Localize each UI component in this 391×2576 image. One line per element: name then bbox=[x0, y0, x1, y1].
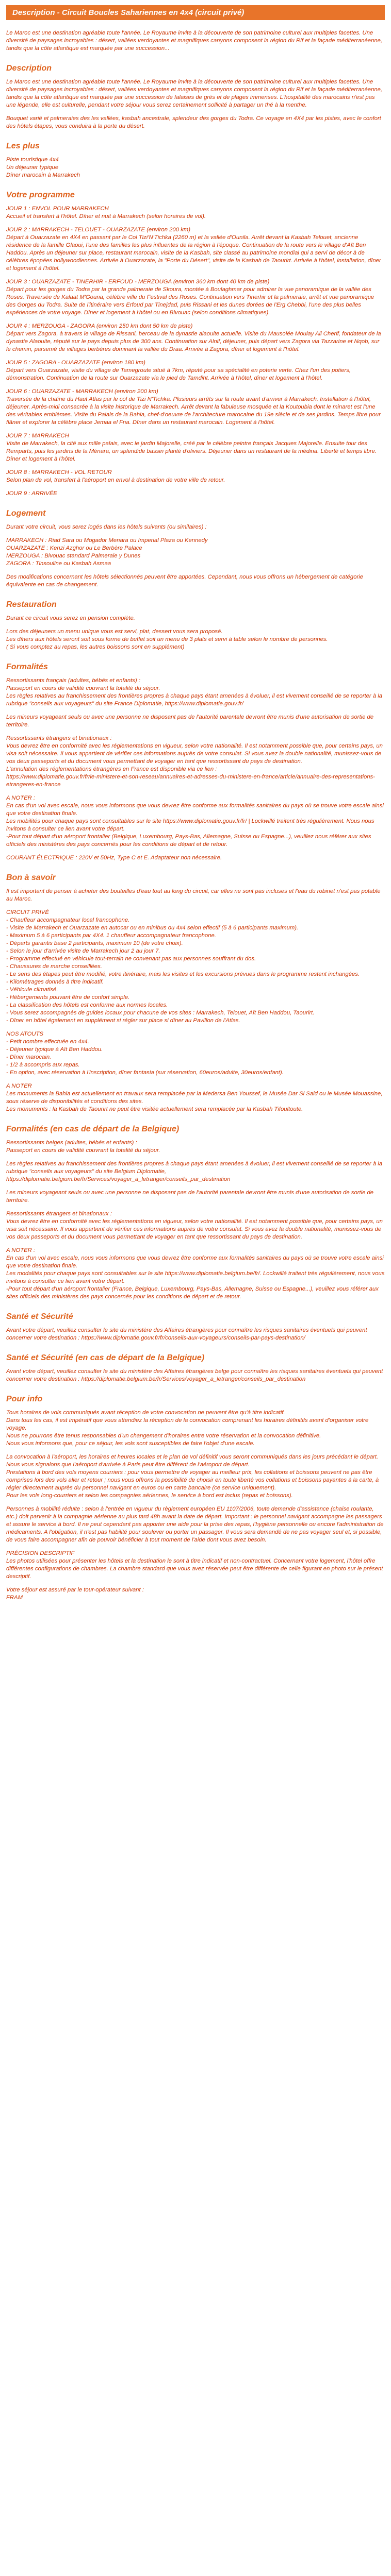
section bbox=[6, 1353, 385, 1383]
section-heading: Bon à savoir bbox=[6, 873, 56, 882]
section bbox=[6, 29, 385, 53]
paragraph: JOUR 6 : OUARZAZATE - MARRAKECH (environ 200 km) Traversée de la chaîne du Haut Atlas par le col de Tizi N'Tichka. Plusieurs arrêts sur la route avant d'arriver à Marrakech. Installation à l'hôtel, déjeuner. Après-midi consacrée à la visite historique de Marrakech. Arrêt devant la fabuleuse mosquée et la Koutoubia dont le minaret est l'une des véritables emblèmes. Visite du Palais de la Bahia, chef-d'oeuvre de l'architecture marocaine du 19e siècle et de ses jardins. Temps libre pour flâner et explorer la célèbre place Jemaa el Fna. Dîner dans un restaurant marocain. Logement à l'hôtel. bbox=[6, 388, 381, 426]
paragraph: NOS ATOUTS - Petit nombre effectuée en 4x4. - Déjeuner typique à Aït Ben Haddou. - Dîner marocain. - 1/2 à accompris aux repas. - En option, avec réservation à l'inscription, dîner fantasia (sur réservation, 60euros/adulte, 30euros/enfant). bbox=[6, 1031, 284, 1076]
section-heading: Pour info bbox=[6, 1395, 43, 1403]
paragraph: Les mineurs voyageant seuls ou avec une personne ne disposant pas de l'autorité parentale devront être munis d'une autorisation de sortie de territoire. bbox=[6, 1190, 374, 1204]
paragraph: Personnes à mobilité réduite : selon à l'entrée en vigueur du règlement européen EU 1107/2006, toute demande d'assistance (chaise roulante, etc.) doit parvenir à la compagnie aérienne au plus tard 48h avant la date de départ. Important : le personnel navigant accompagne les passagers et assure le service à bord. Il ne peut cependant pas apporter une aide pour la prise des repas, l'hygiène personnelle ou encore l'administration de médicaments. A l'obligation, il n'est pas habilité pour soulever ou porter un passager. Il vous sera demandé de ne pas voyager seul et, si possible, de vous faire accompagner afin de pouvoir bénéficier à tout moment de l'aide dont vous avez besoin. bbox=[6, 1506, 384, 1543]
section bbox=[6, 600, 385, 651]
paragraph: A NOTER : En cas d'un vol avec escale, nous vous informons que vous devrez être conforme aux formalités sanitaires du pays où se trouve votre escale ainsi que votre destination finale. Les mobilités pour chaque pays sont consultables sur le site https://www.diplomatie.gouv.fr/fr/ | Lockwillé traitent très régulièrement. Nous nous invitons à consulter ce lien avant votre départ. -Pour tout départ d'un aéroport frontalier (Belgique, Luxembourg, Pays-Bas, Allemagne, Suisse ou Espagne...), veuillez nous référer aux sites officiels des ministères des pays concernés pour les conditions de départ et de retour. bbox=[6, 795, 384, 848]
paragraph: CIRCUIT PRIVÉ - Chauffeur accompagnateur local francophone. - Visite de Marrakech et Ouarzazate en autocar ou en minibus ou 4x4 selon effectif (5 à 6 participants maximum). - Maximum 5 à 6 participants par 4X4. 1 chauffeur accompagnateur francophone. - Départs garantis base 2 participants, maximum 10 (de votre choix). - Selon le jour d'arrivée visite de Marrakech jour 2 au jour 7. - Programme effectué en véhicule tout-terrain ne convenant pas aux personnes souffrant du dos. - Chaussures de marche conseillées. - Le sens des étapes peut être modifié, votre itinéraire, mais les visites et les excursions prévues dans le programme restent inchangées. - Kilométrages donnés à titre indicatif. - Véhicule climatisé. - Hébergements pouvant être de confort simple. - La classification des hôtels est conforme aux normes locales. - Vous serez accompagnés de guides locaux pour chacune de vos sites : Marrakech, Telouet, Aït Ben Haddou, Taourirt. - Dîner en hôtel également en supplément si régler sur place si dîner au Pavillon de l'Atlas. bbox=[6, 909, 360, 1024]
paragraph: La convocation à l'aéroport, les horaires et heures locales et le plan de vol définitif vous seront communiqués dans les jours précédant le départ. Nous vous signalons que l'aéroport d'arrivée à Paris peut être différent de l'aéroport de départ. Prestations à bord des vols moyens courriers : pour vous permettre de voyager au meilleur prix, les collations et boissons peuvent ne pas être comprises lors des vols aller et retour ; nous vous offrons la possibilité de choisir en toute liberté vos collations et boissons payantes à la carte, à régler directement auprès du personnel navigant en euros ou en carte bancaire (ce service uniquement). Pour les vols long-courriers et selon les compagnies aériennes, le service à bord est inclus (repas et boissons). bbox=[6, 1454, 379, 1499]
paragraph: Durant ce circuit vous serez en pension complète. bbox=[6, 615, 135, 621]
section-heading: Description bbox=[6, 64, 52, 73]
paragraph: Bouquet varié et palmeraies des les vallées, kasbah ancestrale, splendeur des gorges du Todra. Ce voyage en 4X4 par les pistes, avec le confort des hôtels étapes, vous conduira à la porte du désert. bbox=[6, 115, 381, 129]
paragraph: Ressortissants belges (adultes, bébés et enfants) : Passeport en cours de validité couvrant la totalité du séjour. bbox=[6, 1140, 160, 1154]
paragraph: Piste touristique 4x4 Un déjeuner typique Dîner marocain à Marrakech bbox=[6, 157, 80, 178]
section bbox=[6, 1395, 385, 1602]
section-heading: Formalités (en cas de départ de la Belgique) bbox=[6, 1125, 180, 1133]
paragraph: Avant votre départ, veuillez consulter le site du ministère des Affaires étrangères belge pour connaître les risques sanitaires éventuels qui peuvent concerner votre destination : https://diplomatie.belgium.be/fr/Services/voyager_a_letranger/conseils_par_destination bbox=[6, 1368, 383, 1382]
section-heading: Formalités bbox=[6, 663, 48, 671]
section-heading: Santé et Sécurité bbox=[6, 1312, 73, 1321]
paragraph: Avant votre départ, veuillez consulter le site du ministère des Affaires étrangères pour connaître les risques sanitaires éventuels qui peuvent concerner votre destination : https://www.diplomatie.gouv.fr/fr/conseils-aux-voyageurs/conseils-par-pays-destination/ bbox=[6, 1327, 367, 1341]
paragraph: JOUR 5 : ZAGORA - OUARZAZATE (environ 180 km) Départ vers Ouarzazate, visite du village de Tamegroute situé à 7km, réputé pour sa spécialité en poterie verte. Chez l'un des potiers, démonstration. Continuation de la route sur Ouarzazate via le pied de Tamdiht. Arrivée à l'hôtel, dîner et logement à l'hôtel. bbox=[6, 360, 351, 381]
paragraph: JOUR 9 : ARRIVÉE bbox=[6, 490, 57, 497]
paragraph: JOUR 2 : MARRAKECH - TELOUET - OUARZAZATE (environ 200 km) Départ à Ouarzazate en 4X4 en passant par le Col Tizi'N'Tichka (2260 m) et la vallée d'Ounila. Arrêt devant la Kasbah Telouet, ancienne résidence de la famille Glaoui, l'une des familles les plus influentes de la région à l'époque. Continuation de la route vers le village d'Aït Ben Haddou. Après un déjeuner sur place, restaurant marocain, visite de la Kasbah, site classé au patrimoine mondial qui a servi de décor à de célèbres épopées hollywoodiennes. Arrivée à Ouarzazate, la "Porte du Désert", visite de la Kasbah de Taourirt. Arrivée à l'hôtel, installation, dîner et logement à l'hôtel. bbox=[6, 227, 381, 272]
paragraph: Ressortissants étrangers et binationaux : Vous devrez être en conformité avec les réglementations en vigueur, selon votre nationalité. Il est notamment possible que, pour certains pays, un visa soit nécessaire. Il vous appartient de vérifier ces informations auprès de votre consulat. Si vous avez la double nationalité, munissez-vous de vos deux passeports et du document vous permettant de voyager en tant que ressortissant du pays de destination. bbox=[6, 1211, 383, 1240]
paragraph: JOUR 7 : MARRAKECH Visite de Marrakech, la cité aux mille palais, avec le jardin Majorelle, créé par le célèbre peintre français Jacques Majorelle. Ensuite tour des Remparts, puis les jardins de la Ménara, un splendide bassin planté d'oliviers. Déjeuner dans un restaurant de la médina. Liberté et temps libre. Dîner et logement à l'hôtel. bbox=[6, 433, 377, 462]
section bbox=[6, 509, 385, 589]
paragraph: Lors des déjeuners un menu unique vous est servi, plat, dessert vous sera proposé. Les dîners aux hôtels seront soit sous forme de buffet soit un menu de 3 plats et servi à table selon le nombre de personnes. ( Si vous comptez au repas, les autres boissons sont en supplément) bbox=[6, 629, 328, 650]
paragraph: Les mineurs voyageant seuls ou avec une personne ne disposant pas de l'autorité parentale devront être munis d'une autorisation de sortie de territoire. bbox=[6, 714, 374, 728]
paragraph: PRÉCISION DESCRIPTIF Les photos utilisées pour présenter les hôtels et la destination le sont à titre indicatif et non-contractuel. Concernant votre logement, l'hôtel offre différentes configurations de chambres. La chambre standard que vous avez réservée peut être différente de celle figurant en photo sur le présent descriptif. bbox=[6, 1550, 383, 1580]
section-heading: Restauration bbox=[6, 600, 57, 609]
paragraph: Ressortissants étrangers et binationaux : Vous devrez être en conformité avec les réglementations en vigueur, selon votre nationalité. Il est notamment possible que, pour certains pays, un visa soit nécessaire. Il vous appartient de vérifier ces informations auprès de votre consulat. Si vous avez la double nationalité, munissez-vous de vos deux passeports et du document vous permettant de voyager en tant que ressortissant du pays de destination. L'annulation des réglementations étrangères en France est disponible via ce lien : https://www.diplomatie.gouv.fr/fr/le-ministere-et-son-reseau/annuaires-et-adresses-du-ministere-en-france/article/annuaire-des-representations-etrangeres-en-france bbox=[6, 735, 383, 788]
paragraph: Ressortissants français (adultes, bébés et enfants) : Passeport en cours de validité couvrant la totalité du séjour. Les règles relatives au franchissement des frontières propres à chaque pays étant amenées à évoluer, il est vivement conseillé de se reporter à la rubrique "conseils aux voyageurs" du site France Diplomatie, https://www.diplomatie.gouv.fr/ bbox=[6, 677, 383, 707]
section-heading: Les plus bbox=[6, 142, 40, 150]
paragraph: Durant votre circuit, vous serez logés dans les hôtels suivants (ou similaires) : bbox=[6, 524, 207, 530]
paragraph: Votre séjour est assuré par le tour-opérateur suivant : FRAM bbox=[6, 1587, 144, 1601]
paragraph: A NOTER : En cas d'un vol avec escale, nous vous informons que vous devrez être conforme aux formalités sanitaires du pays où se trouve votre escale ainsi que votre destination finale. Les modalités pour chaque pays sont consultables sur le site https://www.diplomatie.belgium.be/fr/. Lockwillé traitent très régulièrement, nous vous invitons à consulter ce lien avant votre départ. -Pour tout départ d'un aéroport frontalier (France, Belgique, Luxembourg, Pays-Bas, Allemagne, Suisse ou Espagne...), veuillez vous référer aux sites officiels des ministères des pays concernés pour les conditions de départ et de retour. bbox=[6, 1247, 385, 1300]
paragraph: JOUR 1 : ENVOL POUR MARRAKECH Accueil et transfert à l'hôtel. Dîner et nuit à Marrakech (selon horaires de vol). bbox=[6, 206, 206, 219]
section bbox=[6, 663, 385, 862]
section bbox=[6, 873, 385, 1113]
section-heading: Votre programme bbox=[6, 191, 75, 199]
paragraph: Le Maroc est une destination agréable toute l'année. Le Royaume invite à la découverte de son patrimoine culturel aux multiples facettes. Une diversité de paysages incroyables : désert, vallées verdoyantes et magnifiques canyons composent la région du Rif et la façade méditerranéenne, tandis que la côte atlantique est marquée par une succession... bbox=[6, 30, 383, 52]
section bbox=[6, 142, 385, 179]
paragraph: Il est important de penser à acheter des bouteilles d'eau tout au long du circuit, car elles ne sont pas incluses et l'eau du robinet n'est pas potable au Maroc. bbox=[6, 888, 381, 902]
paragraph: JOUR 4 : MERZOUGA - ZAGORA (environ 250 km dont 50 km de piste) Départ vers Zagora, à travers le village de Rissani, berceau de la dynastie alaouite actuelle. Visite du Mausolée Moulay Ali Cherif, fondateur de la dynastie Alaouite, réputé sur le pays depuis plus de 300 ans. Continuation sur Alnif, déjeuner, puis départ vers Zagora via Tazzarine et Nqob, sur le chemin, parsemé de villages berbères dominant la vallée du Draa. Arrivée à Zagora, dîner et logement à l'hôtel. bbox=[6, 323, 381, 352]
paragraph: Tous horaires de vols communiqués avant réception de votre convocation ne peuvent être qu'à titre indicatif. Dans tous les cas, il est impératif que vous attendiez la réception de la convocation comprenant les horaires définitifs avant d'organiser votre voyage. Nous ne pourrons être tenus responsables d'un changement d'horaires entre votre réservation et la convocation définitive. Nous vous informons que, pour ce séjour, les vols sont susceptibles de faire l'objet d'une escale. bbox=[6, 1410, 369, 1447]
paragraph: Des modifications concernant les hôtels sélectionnés peuvent être apportées. Cependant, nous vous offrons un hébergement de catégorie équivalente en cas de changement. bbox=[6, 574, 364, 588]
page-title: Description - Circuit Boucles Sahariennes en 4x4 (circuit privé) bbox=[6, 5, 385, 20]
paragraph: Les règles relatives au franchissement des frontières propres à chaque pays étant amenées à évoluer, il est vivement conseillé de se reporter à la rubrique "conseils aux voyageurs" du site Belgium Diplomatie, https://diplomatie.belgium.be/fr/Services/voyager_a_letranger/conseils_par_destination bbox=[6, 1161, 383, 1182]
section-heading: Logement bbox=[6, 509, 46, 518]
section bbox=[6, 191, 385, 498]
paragraph: JOUR 3 : OUARZAZATE - TINERHIR - ERFOUD - MERZOUGA (environ 360 km dont 40 km de piste) Départ pour les gorges du Todra par la grande palmeraie de Skoura, montée à Boulaghmar pour admirer la vue panoramique de la vallée des Roses. Traversée de Kalaat M'Gouna, célèbre ville du Festival des Roses. Continuation vers Tinerhir et la palmeraie, arrêt et vue panoramique des Gorges du Todra. Suite de l'itinéraire vers Erfoud par Tinejdad, puis Rissani et les dunes dorées de l'Erg Chebbi, l'une des plus belles expériences de votre voyage. Dîner et logement à l'hôtel ou en Bivouac (selon conditions climatiques). bbox=[6, 279, 374, 316]
content-sections bbox=[6, 29, 385, 1602]
paragraph: Le Maroc est une destination agréable toute l'année. Le Royaume invite à la découverte de son patrimoine culturel aux multiples facettes. Une diversité de paysages incroyables : désert, vallées verdoyantes et magnifiques canyons composent la région du Rif et la façade méditerranéenne, tandis que la côte atlantique est marquée par une succession de falaises de grès et de plages immenses. L'hospitalité des marocains n'est pas une légende, elle est culturelle, pendant votre séjour vous serez certainement sollicité à partager un thé à la menthe. bbox=[6, 79, 383, 108]
paragraph: JOUR 8 : MARRAKECH - VOL RETOUR Selon plan de vol, transfert à l'aéroport en envol à destination de votre ville de retour. bbox=[6, 469, 225, 483]
section bbox=[6, 1312, 385, 1342]
paragraph: MARRAKECH : Riad Sara ou Mogador Menara ou Imperial Plaza ou Kennedy OUARZAZATE : Kenzi Azghor ou Le Berbère Palace MERZOUGA : Bivouac standard Palmeraie y Dunes ZAGORA : Tinsouline ou Kasbah Asmaa bbox=[6, 537, 208, 567]
section bbox=[6, 1125, 385, 1301]
section bbox=[6, 64, 385, 130]
paragraph: COURANT ÉLECTRIQUE : 220V et 50Hz, Type C et E. Adaptateur non nécessaire. bbox=[6, 855, 222, 861]
paragraph: A NOTER Les monuments la Bahia est actuellement en travaux sera remplacée par la Medersa Ben Youssef, le Musée Dar Si Said ou le Musée Mouassine, sous réserve de disponibilités et conditions des sites. Les monuments : la Kasbah de Taourirt ne peut être visitée actuellement sera remplacée par la Kasbah Tifoultoute. bbox=[6, 1083, 383, 1112]
section-heading: Santé et Sécurité (en cas de départ de la Belgique) bbox=[6, 1353, 205, 1362]
